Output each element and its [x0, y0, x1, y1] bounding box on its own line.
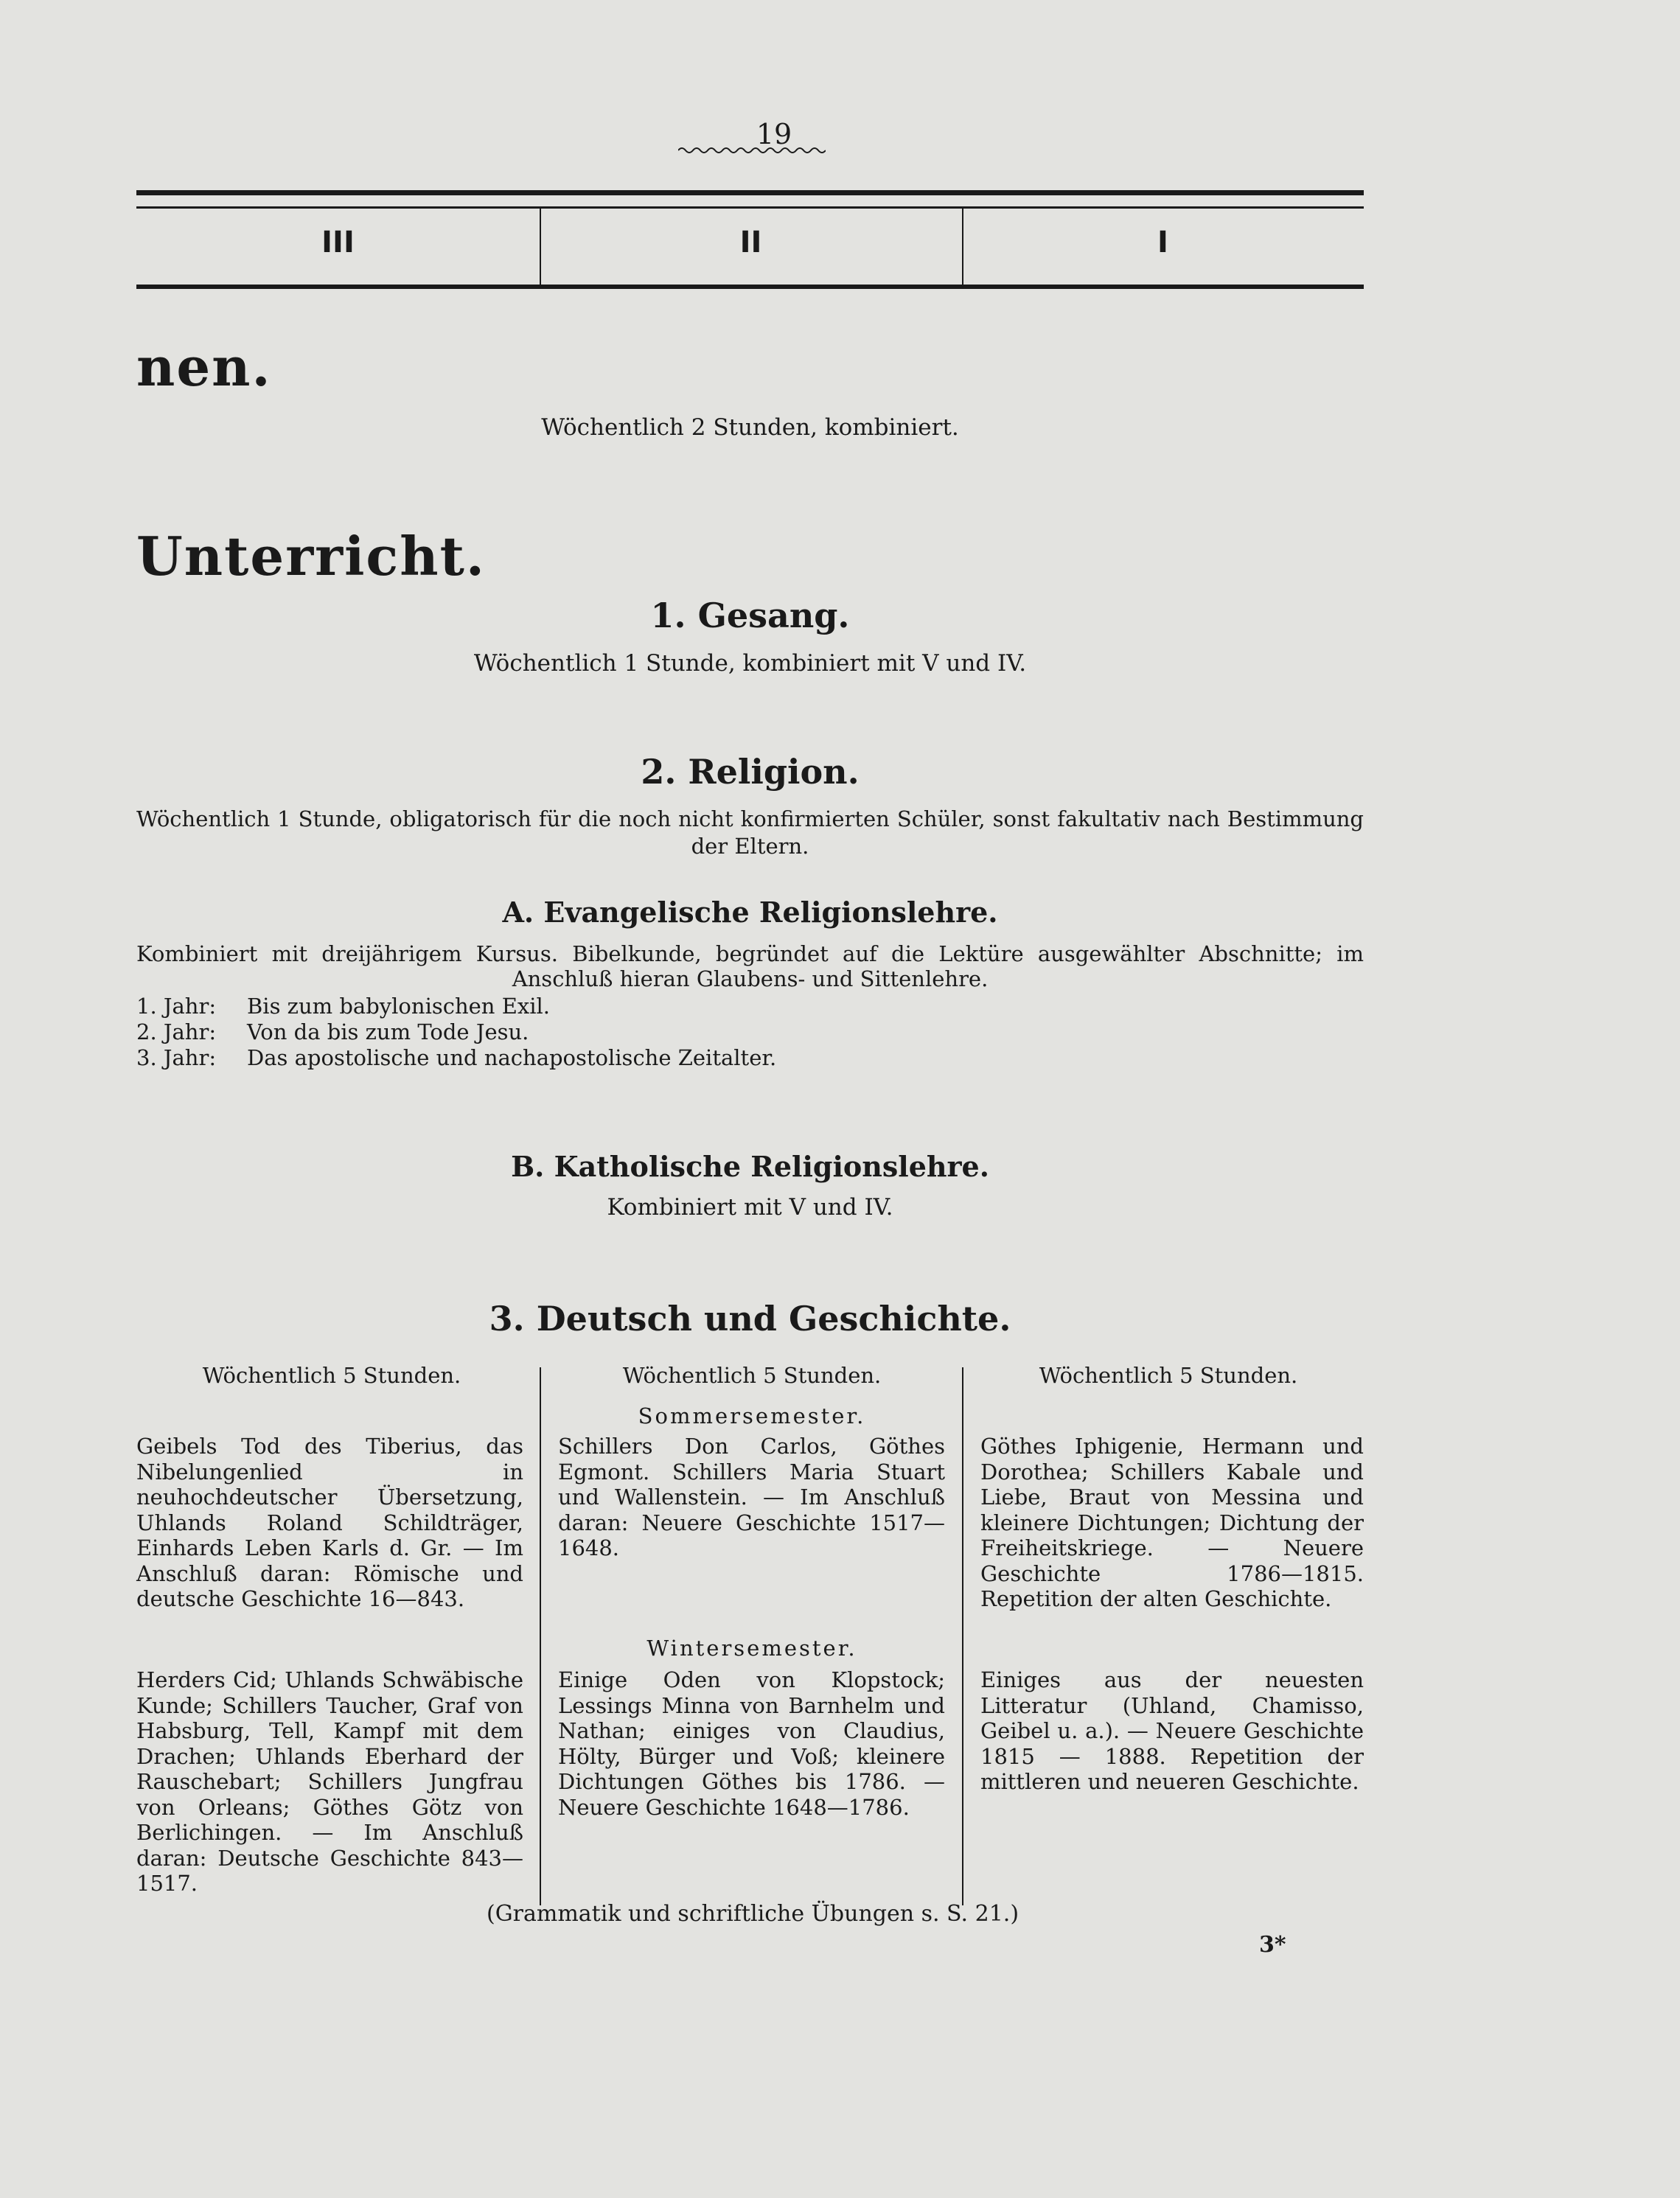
header-rule-top-thin: [136, 206, 1364, 209]
year-label: 1. Jahr:: [136, 994, 217, 1019]
summer-right: [980, 1434, 1364, 1612]
wavy-rule: [678, 145, 826, 156]
winter-left-text: Herders Cid; Uhlands Schwäbische Kunde; Schillers Taucher, Graf von Habsburg, Tell, Kampf mit dem Drachen; Uhlands Eberhard der Rauschebart; Schillers Jungfrau von Orleans; Göthes Götz von Berlichingen. — Im Anschluß daran: Deutsche Geschichte 843—1517.: [136, 1667, 523, 1896]
s2-title: 2. Religion.: [641, 752, 860, 792]
footnote: (Grammatik und schriftliche Übungen s. S. 21.): [487, 1901, 1019, 1927]
s2-a-line2: Anschluß hieran Glaubens- und Sittenlehre.: [512, 966, 989, 991]
header-col-i: I: [1157, 226, 1168, 259]
s2-a-title: A. Evangelische Religionslehre.: [502, 896, 998, 929]
header-rule-top: [136, 190, 1364, 195]
section-title: Unterricht.: [136, 525, 486, 587]
year-row: [136, 1019, 776, 1045]
winter-label: Wintersemester.: [646, 1636, 857, 1661]
summer-mid: [558, 1434, 945, 1561]
s1-note: Wöchentlich 1 Stunde, kombiniert mit V und IV.: [473, 650, 1027, 677]
s2-b-note: Kombiniert mit V und IV.: [607, 1194, 893, 1221]
winter-mid: [558, 1667, 945, 1820]
summer-left-text: Geibels Tod des Tiberius, das Nibelungenlied in neuhochdeutscher Übersetzung, Uhlands Roland Schildträger, Einhards Leben Karls d. Gr. — Im Anschluß daran: Römische und deutsche Geschichte 16—843.: [136, 1434, 523, 1611]
header-rule-bottom: [136, 285, 1364, 289]
winter-mid-text: Einige Oden von Klopstock; Lessings Minna von Barnhelm und Nathan; einiges von Claudius, Hölty, Bürger und Voß; kleinere Dichtungen Göthes bis 1786. — Neuere Geschichte 1648—1786.: [558, 1667, 945, 1820]
winter-right-text: Einiges aus der neuesten Litteratur (Uhland, Chamisso, Geibel u. a.). — Neuere Geschichte 1815 — 1888. Repetition der mittleren und neueren Geschichte.: [980, 1667, 1364, 1794]
summer-left: [136, 1434, 523, 1612]
weekly-left: Wöchentlich 5 Stunden.: [202, 1363, 461, 1388]
winter-right: [980, 1667, 1364, 1795]
column-divider-right: [962, 1367, 963, 1905]
fragment-top: nen.: [136, 335, 272, 398]
s2-a-line1: Kombiniert mit dreijährigem Kursus. Bibelkunde, begründet auf die Lektüre ausgewählter Abschnitte; im: [136, 941, 1364, 966]
year-row: [136, 994, 776, 1019]
year-text: Das apostolische und nachapostolische Zeitalter.: [247, 1045, 777, 1070]
summer-mid-text: Schillers Don Carlos, Göthes Egmont. Schillers Maria Stuart und Wallenstein. — Im Anschluß daran: Neuere Geschichte 1517—1648.: [558, 1434, 945, 1560]
s2-note-line1: Wöchentlich 1 Stunde, obligatorisch für die noch nicht konfirmierten Schüler, sonst fakultativ nach Bestimmung: [136, 806, 1364, 831]
summer-right-text: Göthes Iphigenie, Hermann und Dorothea; Schillers Kabale und Liebe, Braut von Messina und kleinere Dichtungen; Dichtung der Freiheitskriege. — Neuere Geschichte 1786—1815. Repetition der alten Geschichte.: [980, 1434, 1364, 1611]
s1-title: 1. Gesang.: [650, 596, 850, 635]
signature-mark: 3*: [1259, 1932, 1286, 1958]
column-divider-left: [540, 1367, 541, 1905]
winter-left: [136, 1667, 523, 1897]
class-header-table: [136, 190, 1364, 290]
year-text: Bis zum babylonischen Exil.: [247, 994, 550, 1019]
summer-label: Sommersemester.: [638, 1403, 866, 1428]
s2-b-title: B. Katholische Religionslehre.: [511, 1150, 989, 1183]
weekly-top: Wöchentlich 2 Stunden, kombiniert.: [541, 414, 959, 441]
s2-note-line2: der Eltern.: [691, 834, 809, 859]
weekly-right: Wöchentlich 5 Stunden.: [1039, 1363, 1298, 1388]
year-text: Von da bis zum Tode Jesu.: [247, 1019, 529, 1044]
weekly-mid: Wöchentlich 5 Stunden.: [622, 1363, 882, 1388]
year-row: [136, 1045, 776, 1071]
year-label: 3. Jahr:: [136, 1045, 217, 1070]
year-list: [136, 994, 776, 1071]
s3-title: 3. Deutsch und Geschichte.: [489, 1299, 1011, 1339]
header-col-iii: III: [321, 226, 355, 259]
header-col-ii: II: [739, 226, 762, 259]
year-label: 2. Jahr:: [136, 1019, 217, 1044]
page-number: 19: [756, 118, 792, 150]
